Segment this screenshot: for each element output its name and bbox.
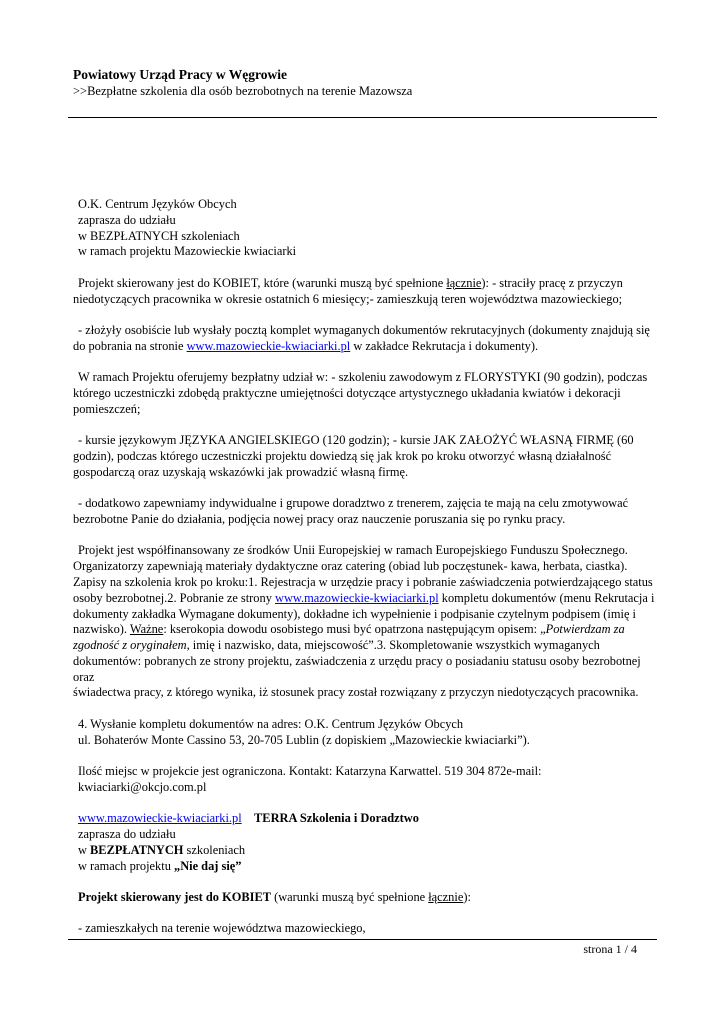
terra-project: w ramach projektu „Nie daj się” <box>78 858 242 873</box>
terra-line <box>73 811 658 827</box>
resident-line: - zamieszkałych na terenie województwa mazowieckiego, <box>78 921 366 936</box>
send-l1: 4. Wysłanie kompletu dokumentów na adres: O.K. Centrum Języków Obcych <box>78 716 464 731</box>
funding-l3: Zapisy na szkolenia krok po kroku:1. Rejestracja w urzędzie pracy i pobranie zaświadczenia potwierdzającego status <box>73 574 653 589</box>
underline-important: Ważne <box>129 622 164 637</box>
page-number: strona 1 / 4 <box>583 942 637 956</box>
docs-paragraph-l1: - złożyły osobiście lub wysłały pocztą komplet wymaganych dokumentów rekrutacyjnych (dokumenty znajdują się <box>78 322 650 337</box>
advice-paragraph-l1: - dodatkowo zapewniamy indywidualne i grupowe doradztwo z trenerem, zajęcia te mają na celu zmotywować <box>78 496 629 511</box>
courses-paragraph-l1: - kursie językowym JĘZYKA ANGIELSKIEGO (120 godzin); - kursie JAK ZAŁOŻYĆ WŁASNĄ FIRMĘ (60 <box>78 433 634 448</box>
document-body <box>73 197 658 937</box>
footer-rule <box>68 939 657 940</box>
underline-jointly: łącznie <box>446 275 482 290</box>
project-website-link[interactable]: www.mazowieckie-kwiaciarki.pl <box>186 338 351 353</box>
send-l2: ul. Bohaterów Monte Cassino 53, 20-705 Lublin (z dopiskiem „Mazowieckie kwiaciarki”). <box>78 732 530 747</box>
project-website-link-2[interactable]: www.mazowieckie-kwiaciarki.pl <box>275 590 439 605</box>
offer-paragraph-l2: którego uczestniczki zdobędą praktyczne umiejętności dotyczące artystycznego układania kwiatów i dekoracji <box>73 385 621 400</box>
advice-paragraph-l2: bezrobotne Panie do działania, podjęcia nowej pracy oraz nauczenie poruszania się po rynku pracy. <box>73 511 566 526</box>
funding-l1: Projekt jest współfinansowany ze środków Unii Europejskiej w ramach Europejskiego Funduszu Społecznego. <box>78 543 628 558</box>
offer-paragraph-l1: W ramach Projektu oferujemy bezpłatny udział w: - szkoleniu zawodowym z FLORYSTYKI (90 godzin), podczas <box>78 370 648 385</box>
funding-l4: osoby bezrobotnej.2. Pobranie ze strony www.mazowieckie-kwiaciarki.pl kompletu dokumentów (menu Rekrutacja i <box>73 590 655 605</box>
women2-line: Projekt skierowany jest do KOBIET (warunki muszą być spełnione łącznie): <box>78 890 471 905</box>
funding-l5: dokumenty zakładka Wymagane dokumenty), dokładne ich wypełnienie i podpisanie czytelnym podpisem (imię i <box>73 606 636 621</box>
invite-line: zaprasza do udziału <box>78 212 176 227</box>
header-subtitle: >>Bezpłatne szkolenia dla osób bezrobotnych na terenie Mazowsza <box>73 84 413 98</box>
women-paragraph-l2: niedotyczących pracownika w okresie ostatnich 6 miesięcy;- zamieszkują teren województwa mazowieckiego; <box>73 291 623 306</box>
funding-l2: Organizatorzy zapewniają materiały dydaktyczne oraz catering (obiad lub poczęstunek- kawa, herbata, ciastka). <box>73 559 628 574</box>
terra-free: w BEZPŁATNYCH szkoleniach <box>78 842 246 857</box>
project-website-link-3[interactable]: www.mazowieckie-kwiaciarki.pl <box>78 811 242 826</box>
project-line: w ramach projektu Mazowieckie kwiaciarki <box>78 244 297 259</box>
docs-paragraph-l2: do pobrania na stronie www.mazowieckie-kwiaciarki.pl w zakładce Rekrutacja i dokumenty). <box>73 338 539 353</box>
funding-l6: nazwisko). Ważne: kserokopia dowodu osobistego musi być opatrzona następującym opisem: „Potwierdzam za <box>73 622 625 637</box>
courses-paragraph-l3: gospodarczą oraz uzyskają wskazówki jak prowadzić własną firmę. <box>73 464 409 479</box>
org-name: O.K. Centrum Języków Obcych <box>78 197 237 211</box>
terra-invite: zaprasza do udziału <box>78 827 176 842</box>
funding-l8: dokumentów: pobranych ze strony projektu, zaświadczenia z urzędu pracy o posiadaniu statusu osoby bezrobotnej oraz <box>73 653 641 684</box>
header-rule <box>68 117 657 118</box>
terra-org-name: TERRA Szkolenia i Doradztwo <box>254 811 419 826</box>
contact-l1: Ilość miejsc w projekcie jest ograniczona. Kontakt: Katarzyna Karwattel. 519 304 872e-mail: <box>78 764 542 779</box>
contact-l2: kwiaciarki@okcjo.com.pl <box>78 779 207 794</box>
funding-l9: świadectwa pracy, z którego wynika, iż stosunek pracy został rozwiązany z przyczyn niedotyczących pracownika. <box>73 685 639 700</box>
women-paragraph-l1: Projekt skierowany jest do KOBIET, które (warunki muszą być spełnione łącznie): - straciły pracę z przyczyn <box>78 275 623 290</box>
courses-paragraph-l2: godzin), podczas którego uczestniczki projektu dowiedzą się jak krok po kroku otworzyć własną działalność <box>73 448 612 463</box>
free-trainings-line: w BEZPŁATNYCH szkoleniach <box>78 228 240 243</box>
funding-l7: zgodność z oryginałem, imię i nazwisko, data, miejscowość”.3. Skompletowanie wszystkich wymaganych <box>73 638 600 653</box>
offer-paragraph-l3: pomieszczeń; <box>73 401 141 416</box>
header-title: Powiatowy Urząd Pracy w Węgrowie <box>73 67 287 82</box>
